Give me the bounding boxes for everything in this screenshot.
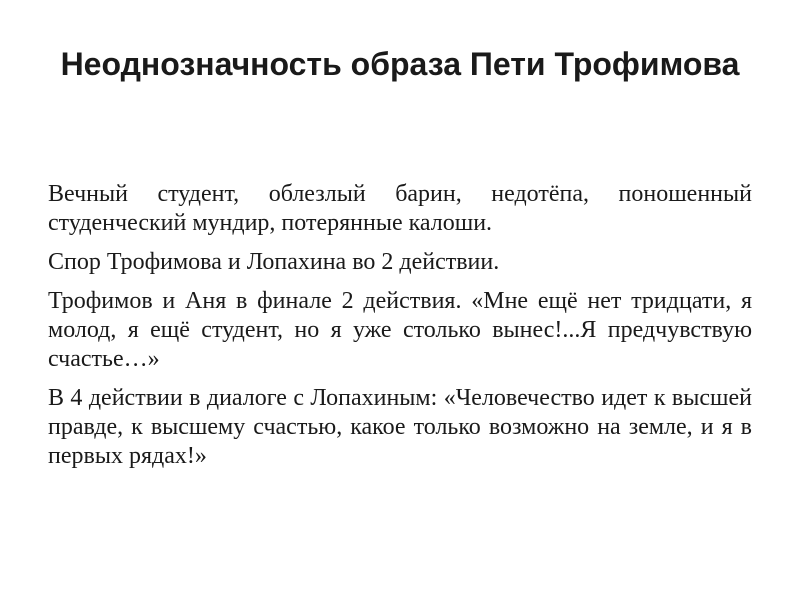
paragraph-anya-finale: Трофимов и Аня в финале 2 действия. «Мне ещё нет тридцати, я молод, я ещё студент, но я уже столько вынес!...Я предчувствую счастье…» (48, 288, 752, 372)
paragraph-description: Вечный студент, облезлый барин, недотёпа, поношенный студенческий мундир, потерянные калоши. (48, 181, 752, 236)
paragraph-lopakhin-dialogue: В 4 действии в диалоге с Лопахиным: «Человечество идет к высшей правде, к высшему счастью, какое только возможно на земле, и я в первых рядах!» (48, 385, 752, 469)
paragraph-dispute: Спор Трофимова и Лопахина во 2 действии. (48, 249, 500, 275)
slide-title: Неоднозначность образа Пети Трофимова (60, 46, 740, 82)
slide-body (48, 180, 752, 481)
